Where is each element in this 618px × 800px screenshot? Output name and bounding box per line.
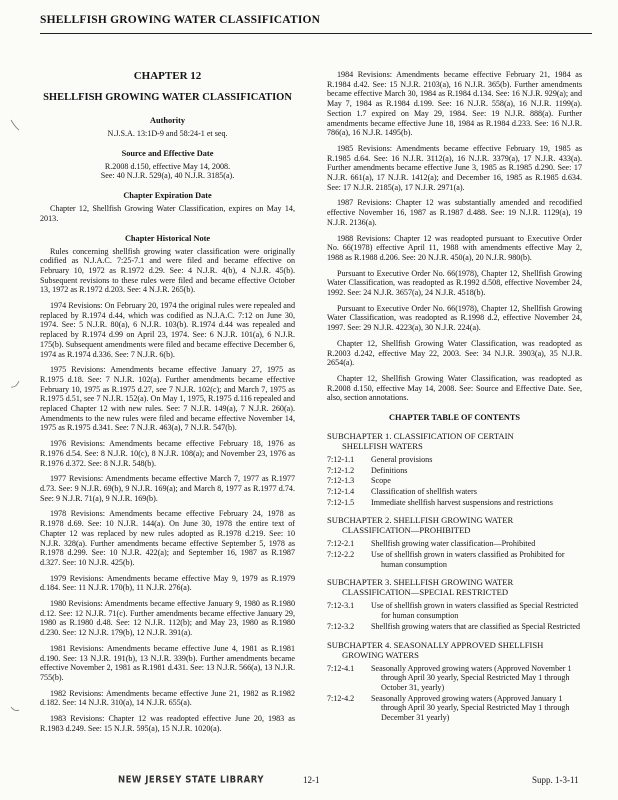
authority-text: N.J.S.A. 13:1D-9 and 58:24-1 et seq.	[107, 129, 228, 138]
section-title: Use of shellfish grown in waters classified as Special Restricted for human consumption	[371, 601, 579, 621]
margin-mark-icon	[10, 700, 20, 714]
history-paragraph: 1981 Revisions: Amendments became effective June 4, 1981 as R.1981 d.190. See: 13 N.J.R. 191(b), 13 N.J.R. 339(b). Further amendments became effective November 2, 1981 as R.1981 d.431. See: 13 N.J.R. 566(a), 13 N.J.R. 755(b).	[40, 643, 295, 682]
history-paragraph: Pursuant to Executive Order No. 66(1978), Chapter 12, Shellfish Growing Water Classification, was readopted as R.1992 d.508, effective November 24, 1992. See: 24 N.J.R. 3657(a), 24 N.J.R. 4518(b).	[327, 268, 582, 298]
section-title: Use of shellfish grown in waters classified as Prohibited for human consumption	[371, 550, 565, 569]
history-paragraph: Chapter 12, Shellfish Growing Water Classification, was readopted as R.2003 d.242, effective May 22, 2003. See: 34 N.J.R. 3903(a), 35 N.J.R. 2654(a).	[327, 338, 582, 368]
history-paragraph: 1979 Revisions: Amendments became effective May 9, 1979 as R.1979 d.184. See: 11 N.J.R. 170(b), 11 N.J.R. 276(a).	[40, 573, 295, 593]
margin-mark-icon	[10, 118, 20, 132]
running-head: SHELLFISH GROWING WATER CLASSIFICATION	[40, 14, 321, 26]
section-title: Scope	[371, 476, 391, 486]
history-heading: Chapter Historical Note	[124, 233, 211, 243]
toc-entry[interactable]	[327, 694, 582, 723]
subchapter-title-line: SUBCHAPTER 4. SEASONALLY APPROVED SHELLFISH	[327, 639, 544, 650]
library-stamp: NEW JERSEY STATE LIBRARY	[118, 774, 264, 786]
toc-heading: CHAPTER TABLE OF CONTENTS	[388, 413, 520, 423]
history-paragraph: 1987 Revisions: Chapter 12 was substantially amended and recodified effective November 16, 1987 as R.1987 d.488. See: 19 N.J.R. 1129(a), 19 N.J.R. 2136(a).	[327, 198, 582, 227]
history-paragraph: Chapter 12, Shellfish Growing Water Classification, was readopted as R.2008 d.150, effective May 14, 2008. See: Source and Effective Date. See, also, section annotations.	[327, 373, 582, 403]
toc-entry[interactable]	[327, 498, 582, 508]
head-rule	[40, 33, 592, 34]
source-heading: Source and Effective Date	[121, 148, 214, 158]
toc-entry[interactable]	[327, 455, 582, 465]
authority-heading: Authority	[149, 116, 186, 125]
right-column	[327, 70, 582, 724]
history-paragraph: 1977 Revisions: Amendments became effective March 7, 1977 as R.1977 d.73. See: 9 N.J.R. 69(b), 9 N.J.R. 169(a); and March 8, 1977 as R.1977 d.74. See: 9 N.J.R. 71(a), 9 N.J.R. 169(b).	[40, 474, 295, 503]
expiration-text: Chapter 12, Shellfish Growing Water Classification, expires on May 14, 2013.	[40, 204, 295, 223]
section-title: Shellfish growing waters that are classified as Special Restricted	[371, 621, 581, 631]
history-paragraph: 1985 Revisions: Amendments became effective February 19, 1985 as R.1985 d.64. See: 16 N.J.R. 3112(a), 16 N.J.R. 3379(a), 17 N.J.R. 433(a). Further amendments became effective June 3, 1985 as R.1985 d.290. See: 17 N.J.R. 661(a), 17 N.J.R. 1412(a); and December 16, 1985 as R.1985 d.634. See: 17 N.J.R. 2185(a), 17 N.J.R. 2971(a).	[327, 143, 582, 192]
subchapter-title-line: CLASSIFICATION—PROHIBITED	[342, 525, 471, 536]
section-number: 7:12-2.2	[327, 550, 355, 560]
toc-entry[interactable]	[327, 476, 582, 486]
section-title: General provisions	[371, 454, 433, 464]
source-line: R.2008 d.150, effective May 14, 2008.	[104, 161, 231, 171]
section-number: 7:12-1.4	[327, 486, 355, 496]
section-number: 7:12-1.5	[327, 497, 355, 507]
section-title: Shellfish growing water classification—Prohibited	[371, 539, 536, 549]
source-line: See: 40 N.J.R. 529(a), 40 N.J.R. 3185(a).	[100, 171, 235, 181]
toc-entry[interactable]	[327, 539, 582, 549]
section-title: Classification of shellfish waters	[371, 486, 477, 496]
history-paragraph: 1980 Revisions: Amendments became effective January 9, 1980 as R.1980 d.12. See: 12 N.J.R. 71(c). Further amendments became effective January 29, 1980 as R.1980 d.48. See: 12 N.J.R. 112(b); and May 23, 1980 as R.1980 d.230. See: 12 N.J.R. 179(b), 12 N.J.R. 391(a).	[40, 599, 295, 638]
toc-entry[interactable]	[327, 664, 582, 693]
subchapter-title-line: SUBCHAPTER 1. CLASSIFICATION OF CERTAIN	[327, 430, 514, 441]
expiration-heading: Chapter Expiration Date	[123, 191, 212, 201]
toc-entry[interactable]	[327, 601, 582, 620]
history-paragraph: 1974 Revisions: On February 20, 1974 the original rules were repealed and replaced by R.1974 d.44, which was codified as N.J.A.C. 7:12 on June 30, 1974. See: 5 N.J.R. 80(a), 6 N.J.R. 103(b). R.1974 d.44 was repealed and replaced by R.1974 d.99 on April 23, 1974. See: 6 N.J.R. 101(a), 6 N.J.R. 175(b). Subsequent amendments were filed and became effective December 6, 1974 as R.1974 d.336. See: 7 N.J.R. 6(b).	[40, 301, 295, 359]
section-number: 7:12-1.3	[327, 476, 355, 486]
toc-entry[interactable]	[327, 466, 582, 476]
subchapter-title	[327, 577, 582, 597]
margin-mark-icon	[10, 378, 20, 392]
subchapter-title-line: SHELLFISH WATERS	[342, 440, 423, 451]
section-number: 7:12-3.2	[327, 621, 355, 631]
subchapter-title-line: CLASSIFICATION—SPECIAL RESTRICTED	[342, 587, 509, 598]
history-paragraph: 1982 Revisions: Amendments became effective June 21, 1982 as R.1982 d.182. See: 14 N.J.R. 310(a), 14 N.J.R. 655(a).	[40, 688, 295, 708]
section-title: Seasonally Approved growing waters (Approved January 1 through April 30 yearly, Special Restricted May 1 through December 31 yearly)	[371, 693, 570, 723]
supplement-date: Supp. 1-3-11	[532, 775, 579, 785]
history-paragraph: Pursuant to Executive Order No. 66(1978), Chapter 12, Shellfish Growing Water Classification, was readopted as R.1998 d.2, effective November 24, 1997. See: 29 N.J.R. 4223(a), 30 N.J.R. 224(a).	[327, 303, 582, 333]
history-paragraph: 1975 Revisions: Amendments became effective January 27, 1975 as R.1975 d.18. See: 7 N.J.R. 102(a). Further amendments became effective February 10, 1975 as R.1975 d.27, see 7 N.J.R. 102(c); and March 7, 1975 as R.1975 d.51, see 7 N.J.R. 152(a). On May 1, 1975, R.1975 d.116 repealed and replaced Chapter 12 with new rules. See: 7 N.J.R. 149(a), 7 N.J.R. 260(a). Amendments to the new rules were filed and became effective November 14, 1975 as R.1975 d.341. See: 7 N.J.R. 463(a), 7 N.J.R. 547(b).	[40, 365, 295, 433]
history-paragraph: Rules concerning shellfish growing water classification were originally codified as N.J.A.C. 7:25-7.1 and were filed and became effective on February 10, 1972 as R.1972 d.29. See: 4 N.J.R. 4(b), 4 N.J.R. 45(b). Subsequent revisions to these rules were filed and became effective October 13, 1972 as R.1972 d.203. See: 4 N.J.R. 265(b).	[40, 246, 295, 295]
section-number: 7:12-4.2	[327, 693, 355, 703]
toc-entry[interactable]	[327, 622, 582, 632]
history-paragraph: 1983 Revisions: Chapter 12 was readopted effective June 20, 1983 as R.1983 d.249. See: 15 N.J.R. 595(a), 15 N.J.R. 1020(a).	[40, 714, 295, 733]
chapter-title: SHELLFISH GROWING WATER CLASSIFICATION	[43, 92, 292, 103]
subchapter-title	[327, 515, 582, 535]
subchapter-title	[327, 431, 582, 451]
toc-entry[interactable]	[327, 550, 582, 569]
subchapter-title-line: SUBCHAPTER 2. SHELLFISH GROWING WATER	[327, 515, 514, 526]
subchapter-title	[327, 640, 582, 660]
section-title: Definitions	[371, 465, 408, 475]
section-number: 7:12-3.1	[327, 601, 355, 611]
page-number: 12-1	[303, 775, 320, 785]
chapter-number: CHAPTER 12	[133, 70, 202, 82]
left-column	[40, 70, 295, 739]
section-title: Seasonally Approved growing waters (Approved November 1 through April 30 yearly, Special Restricted May 1 through October 31, yearly)	[371, 663, 572, 692]
section-title: Immediate shellfish harvest suspensions and restrictions	[371, 497, 553, 507]
section-number: 7:12-4.1	[327, 663, 355, 673]
subchapter-title-line: SUBCHAPTER 3. SHELLFISH GROWING WATER	[327, 577, 514, 588]
history-paragraph: 1978 Revisions: Amendments became effective February 24, 1978 as R.1978 d.69. See: 10 N.J.R. 144(a). On June 30, 1978 the entire text of Chapter 12 was replaced by new rules adopted as R.1978 d.219. See: 10 N.J.R. 328(a). Further amendments became effective September 5, 1978 as R.1978 d.299. See: 10 N.J.R. 422(a); and September 16, 1987 as R.1987 d.327. See: 10 N.J.R. 425(b).	[40, 509, 295, 567]
history-paragraph: 1988 Revisions: Chapter 12 was readopted pursuant to Executive Order No. 66(1978) effective April 11, 1988 with amendments effective May 2, 1988 as R.1988 d.206. See: 20 N.J.R. 450(a), 20 N.J.R. 980(b).	[327, 233, 582, 262]
section-number: 7:12-1.2	[327, 465, 355, 475]
subchapter-title-line: GROWING WATERS	[342, 649, 419, 660]
history-paragraph: 1976 Revisions: Amendments became effective February 18, 1976 as R.1976 d.54. See: 8 N.J.R. 10(c), 8 N.J.R. 108(a); and November 23, 1976 as R.1976 d.372. See: 8 N.J.R. 548(b).	[40, 439, 295, 468]
history-paragraph: 1984 Revisions: Amendments became effective February 21, 1984 as R.1984 d.42. See: 15 N.J.R. 2103(a), 16 N.J.R. 365(b). Further amendments became effective March 30, 1984 as R.1984 d.134. See: 16 N.J.R. 929(a); and May 7, 1984 as R.1984 d.199. See: 16 N.J.R. 558(a), 16 N.J.R. 1199(a). Section 1.7 expired on May 29, 1984. See: 19 N.J.R. 888(a). Further amendments became effective June 18, 1984 as R.1984 d.233. See: 16 N.J.R. 786(a), 16 N.J.R. 1495(b).	[327, 70, 582, 138]
toc-entry[interactable]	[327, 487, 582, 497]
section-number: 7:12-2.1	[327, 539, 355, 549]
section-number: 7:12-1.1	[327, 454, 355, 464]
